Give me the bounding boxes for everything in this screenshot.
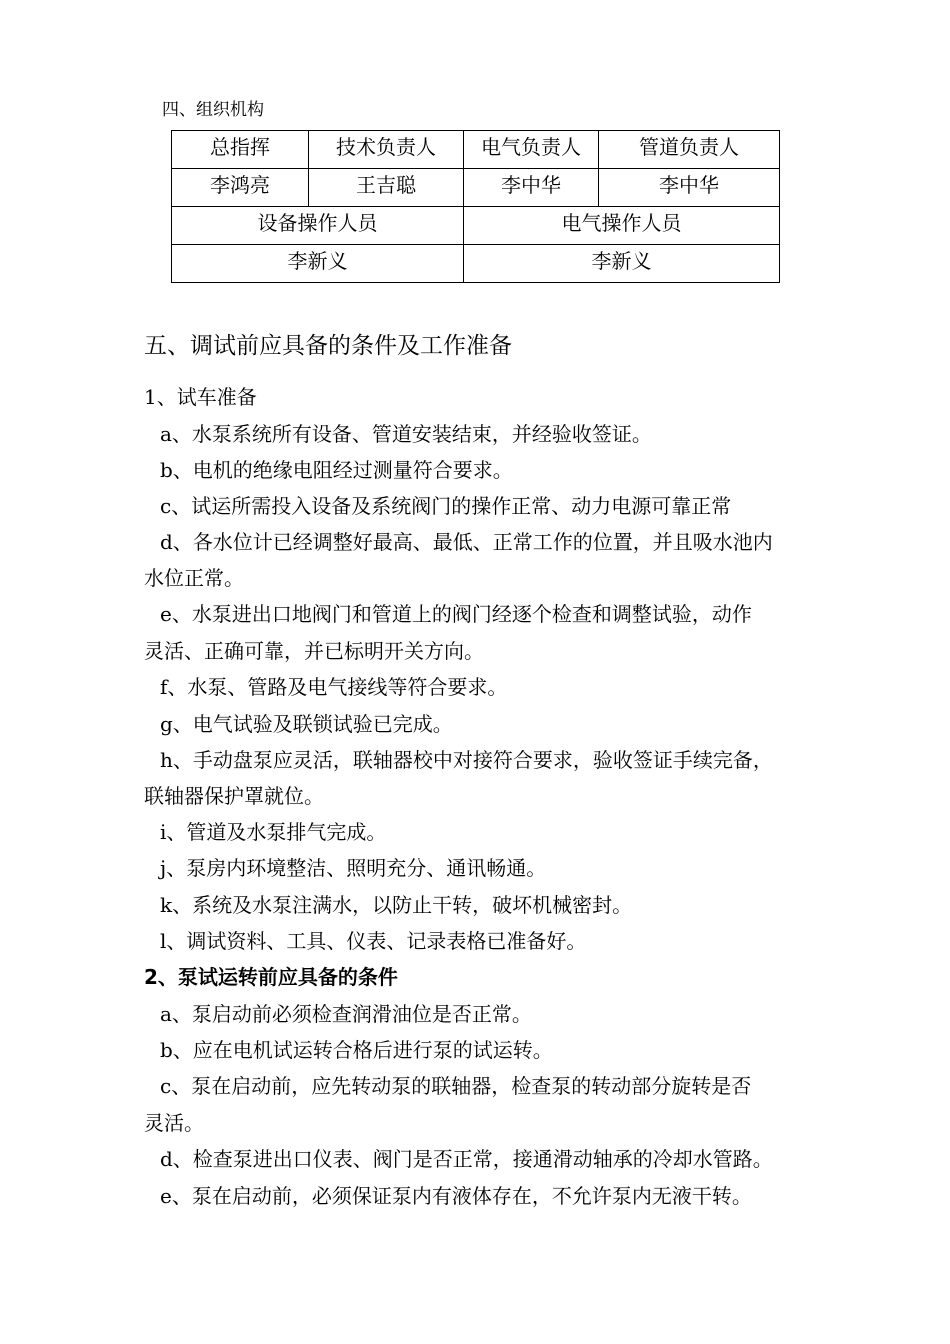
list-item: i、管道及水泵排气完成。: [160, 820, 387, 844]
list-item: c、泵在启动前，应先转动泵的联轴器，检查泵的转动部分旋转是否: [160, 1074, 752, 1098]
list-item: h、手动盘泵应灵活，联轴器校中对接符合要求，验收签证手续完备，: [160, 748, 773, 772]
table-cell: 李鸿亮: [172, 169, 309, 207]
list-item: a、泵启动前必须检查润滑油位是否正常。: [160, 1002, 532, 1026]
list-item: d、检查泵进出口仪表、阀门是否正常，接通滑动轴承的冷却水管路。: [160, 1147, 773, 1171]
table-row: [172, 169, 780, 207]
table-cell: 管道负责人: [599, 131, 780, 169]
list-item: b、电机的绝缘电阻经过测量符合要求。: [160, 458, 513, 482]
table-cell: 王吉聪: [309, 169, 464, 207]
subsection-2-heading: 2、泵试运转前应具备的条件: [144, 965, 398, 989]
table-cell: 李新义: [172, 245, 464, 283]
list-item: k、系统及水泵注满水，以防止干转，破坏机械密封。: [160, 893, 633, 917]
list-item: c、试运所需投入设备及系统阀门的操作正常、动力电源可靠正常: [160, 494, 732, 518]
table-cell: 电气负责人: [464, 131, 599, 169]
table-row: [172, 207, 780, 245]
section-4-heading: 四、组织机构: [162, 100, 264, 120]
list-item: f、水泵、管路及电气接线等符合要求。: [160, 675, 508, 699]
table-cell: 设备操作人员: [172, 207, 464, 245]
table-cell: 技术负责人: [309, 131, 464, 169]
list-item: a、水泵系统所有设备、管道安装结束，并经验收签证。: [160, 422, 652, 446]
table-cell: 李中华: [464, 169, 599, 207]
list-item-continuation: 灵活。: [144, 1111, 204, 1135]
table-cell: 总指挥: [172, 131, 309, 169]
list-item-continuation: 联轴器保护罩就位。: [144, 784, 324, 808]
table-row: [172, 131, 780, 169]
table-cell: 李新义: [464, 245, 780, 283]
section-5-heading: 五、调试前应具备的条件及工作准备: [144, 333, 512, 359]
subsection-1-heading: 1、试车准备: [144, 385, 257, 409]
list-item: e、水泵进出口地阀门和管道上的阀门经逐个检查和调整试验，动作: [160, 602, 752, 626]
list-item: g、电气试验及联锁试验已完成。: [160, 712, 453, 736]
table-row: [172, 245, 780, 283]
table-cell: 李中华: [599, 169, 780, 207]
list-item: j、泵房内环境整洁、照明充分、通讯畅通。: [160, 856, 547, 880]
table-cell: 电气操作人员: [464, 207, 780, 245]
list-item-continuation: 灵活、正确可靠，并已标明开关方向。: [144, 639, 484, 663]
list-item: d、各水位计已经调整好最高、最低、正常工作的位置，并且吸水池内: [160, 530, 773, 554]
list-item: e、泵在启动前，必须保证泵内有液体存在，不允许泵内无液干转。: [160, 1184, 752, 1208]
list-item: l、调试资料、工具、仪表、记录表格已准备好。: [160, 929, 587, 953]
list-item-continuation: 水位正常。: [144, 566, 244, 590]
organization-table: [171, 130, 780, 283]
list-item: b、应在电机试运转合格后进行泵的试运转。: [160, 1038, 553, 1062]
